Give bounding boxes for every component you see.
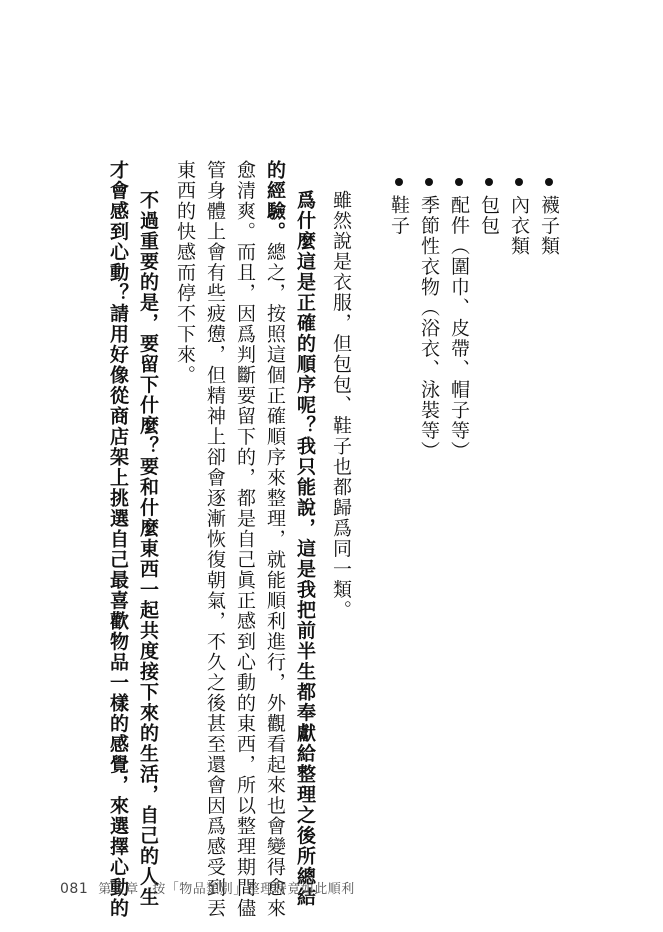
bullet-icon [455,178,463,186]
bullet-icon [395,178,403,186]
body-text-line: 東西的快感而停不下來。 [174,160,196,386]
list-item: 包包 [476,178,501,236]
list-item: 配件（圍巾、皮帶、帽子等） [446,178,471,462]
body-text-line [262,160,287,919]
bullet-icon [425,178,433,186]
body-text-line-bold: 才會感到心動？請用好像從商店架上挑選自己最喜歡物品一樣的感覺，來選擇心動的 [107,160,129,919]
body-text-segment: 總之，按照這個正確順序來整理，就能順利進行，外觀看起來也會變得愈來 [264,242,286,919]
body-text-line: 雖然說是衣服，但包包、鞋子也都歸爲同一類。 [330,190,352,621]
list-item: 鞋子 [386,178,411,236]
bullet-icon [545,178,553,186]
body-text-line: 管身體上會有些疲憊，但精神上卻會逐漸恢復朝氣，不久之後甚至還會因爲感受到丟 [204,160,226,919]
body-text-bold-segment: 的經驗。 [264,160,286,242]
body-text-line-bold: 不過重要的是，要留下什麼？要和什麼東西一起共度接下來的生活，自己的人生 [137,190,159,908]
chapter-title: 第３章 按「物品類別」整理時竟如此順利 [98,882,355,897]
list-item: 季節性衣物（浴衣、泳裝等） [416,178,441,462]
body-text-line-bold: 爲什麼這是正確的順序呢？我只能說，這是我把前半生都奉獻給整理之後所總結 [294,190,316,908]
page-number: 081 [60,881,89,897]
list-item: 襪子類 [536,178,561,257]
bullet-icon [515,178,523,186]
body-text-line: 愈清爽。而且，因爲判斷要留下的，都是自己眞正感到心動的東西，所以整理期間儘 [234,160,256,919]
bullet-icon [485,178,493,186]
page-footer [60,878,355,897]
list-item: 內衣類 [506,178,531,257]
